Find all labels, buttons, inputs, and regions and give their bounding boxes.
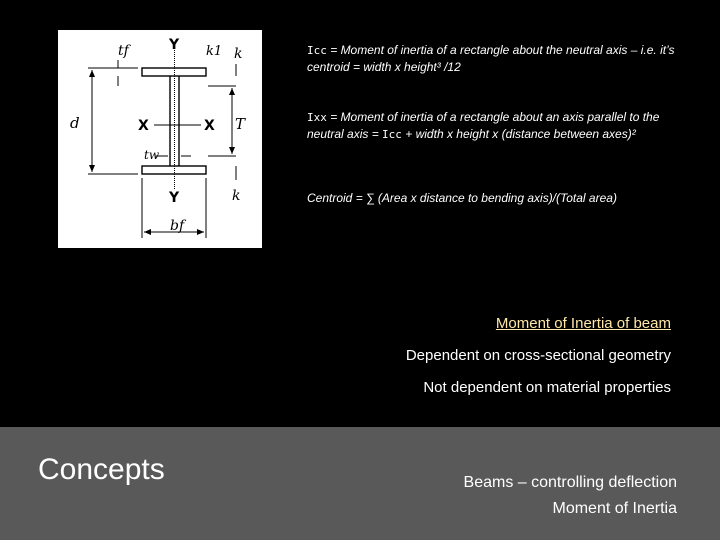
icc-symbol: Icc bbox=[307, 44, 327, 57]
label-y-bottom: Y bbox=[169, 190, 180, 206]
label-k-top: k bbox=[234, 46, 243, 62]
label-k-bottom: k bbox=[232, 188, 241, 204]
footer-item-beams: Beams – controlling deflection bbox=[463, 474, 677, 491]
label-T: T bbox=[235, 115, 246, 133]
label-y-top: Y bbox=[169, 37, 180, 53]
bullet-geometry-dependence: Dependent on cross-sectional geometry bbox=[405, 347, 671, 364]
note-ixx-definition bbox=[307, 109, 685, 143]
bullet-material-independence: Not dependent on material properties bbox=[423, 379, 671, 396]
label-tw: tw bbox=[144, 148, 160, 162]
footer-item-moment: Moment of Inertia bbox=[552, 500, 677, 517]
note-icc-definition bbox=[307, 42, 685, 76]
label-tf: tf bbox=[118, 43, 129, 59]
ixx-icc-symbol: Icc bbox=[382, 128, 402, 141]
ixx-symbol: Ixx bbox=[307, 111, 327, 124]
note-centroid-definition: Centroid = ∑ (Area x distance to bending axis)/(Total area) bbox=[307, 191, 617, 205]
label-x-right: X bbox=[204, 118, 215, 134]
ixx-text-2: + width x height x (distance between axes)² bbox=[401, 127, 636, 141]
arrow-heads bbox=[89, 70, 235, 235]
ixx-text-1: = Moment of inertia of a rectangle about an axis parallel to the neutral axis = bbox=[307, 110, 660, 141]
label-bf: bf bbox=[170, 218, 185, 234]
bullet-moment-of-inertia-link[interactable]: Moment of Inertia of beam bbox=[495, 315, 671, 332]
label-x-left: X bbox=[138, 118, 149, 134]
label-d: d bbox=[70, 114, 80, 132]
i-beam-diagram bbox=[58, 30, 262, 248]
icc-text: Moment of inertia of a rectangle about the neutral axis – i.e. it’s centroid = width x height³ /12 bbox=[307, 43, 675, 74]
icc-equals: = bbox=[326, 43, 341, 57]
footer-title: Concepts bbox=[38, 453, 165, 486]
label-k1: k1 bbox=[206, 44, 223, 59]
